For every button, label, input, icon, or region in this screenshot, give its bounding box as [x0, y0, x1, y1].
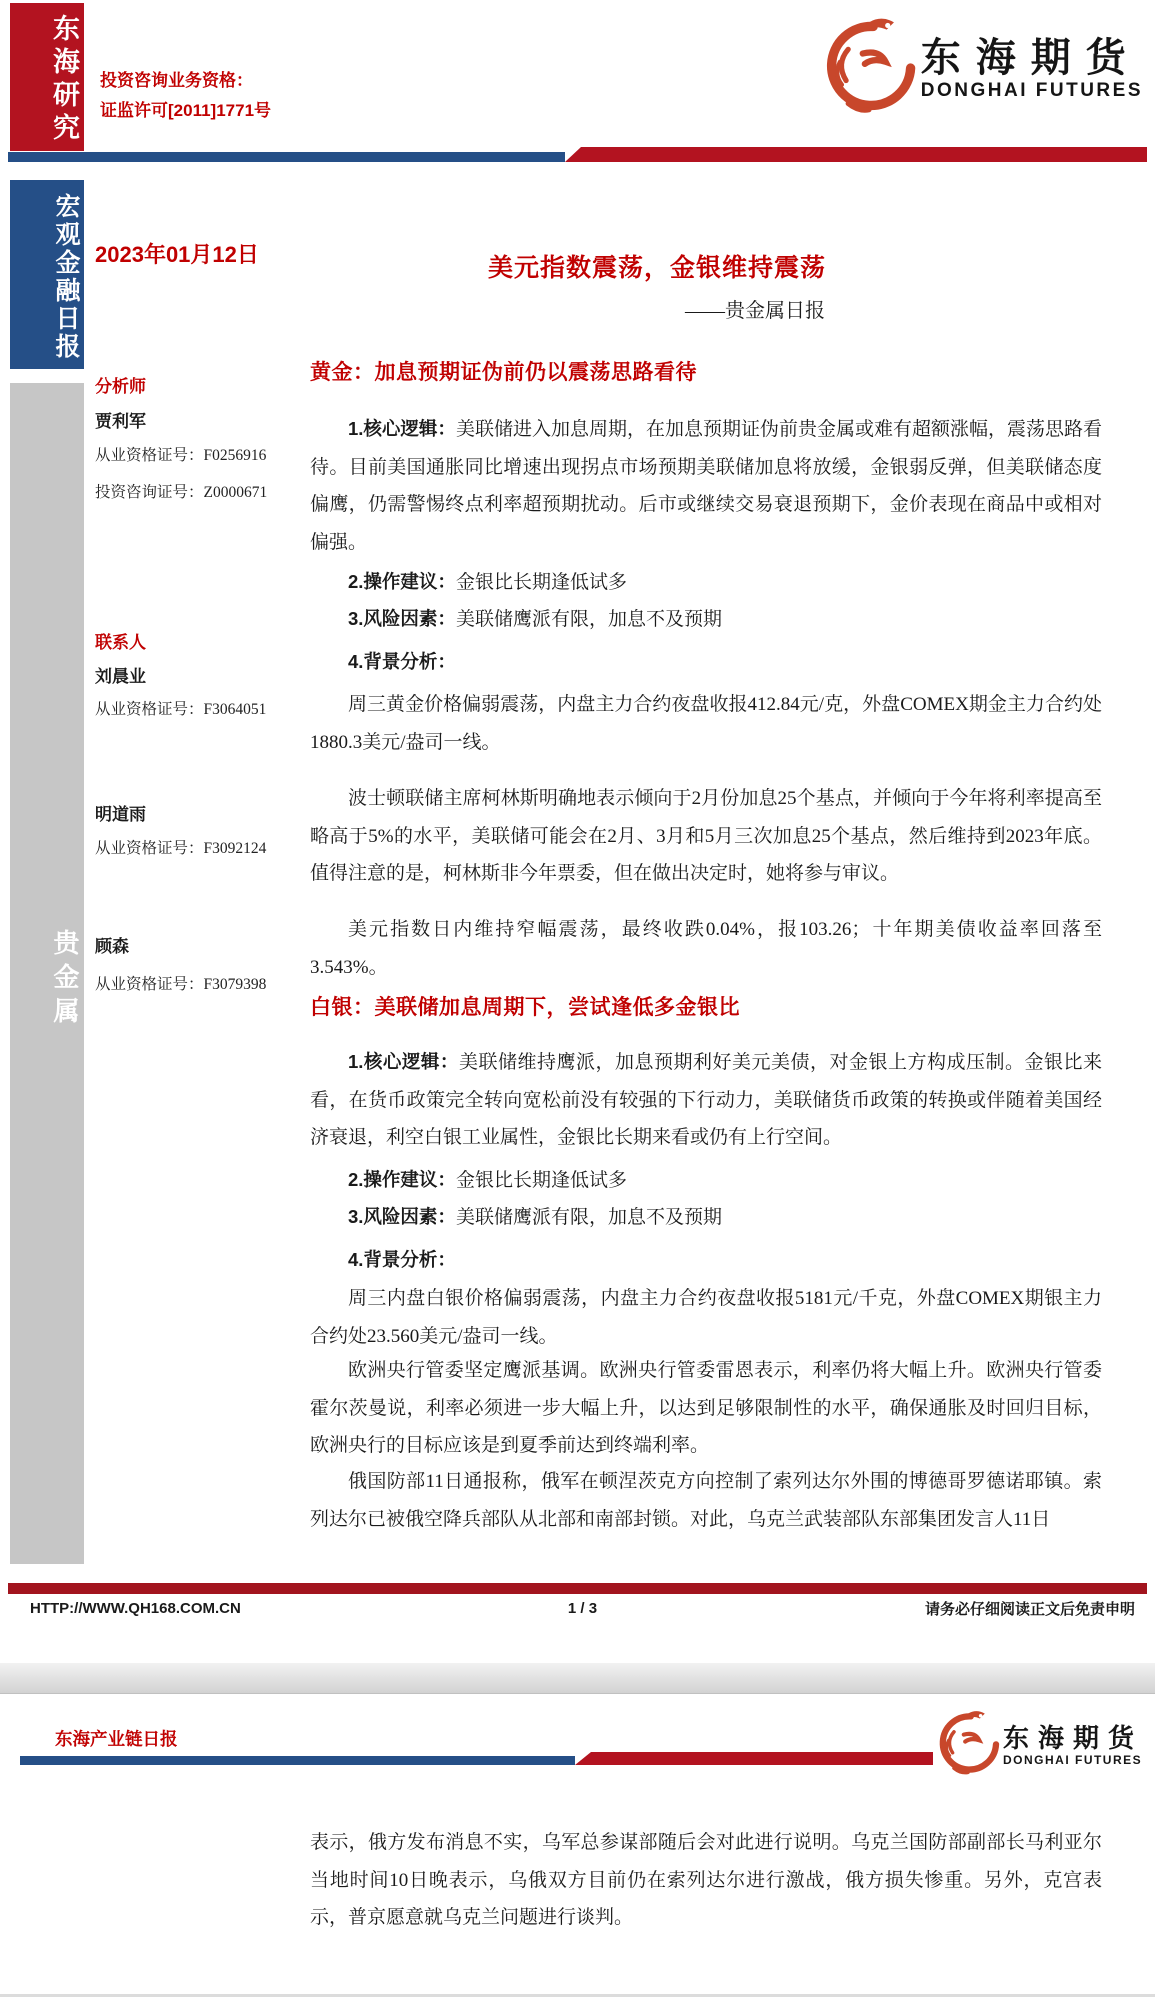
silver-point-text: 美联储鹰派有限，加息不及预期: [455, 1207, 722, 1228]
contact-cert: 从业资格证号：F3064051: [95, 701, 267, 718]
report-date: 2023年01月12日: [95, 242, 259, 267]
silver-point: [310, 1241, 1102, 1280]
logo-english-name: DONGHAI FUTURES: [920, 79, 1143, 101]
logo-english-name: DONGHAI FUTURES: [1002, 1752, 1143, 1767]
footer-disclaimer: 请务必仔细阅读正文后免责申明: [924, 1601, 1135, 1618]
gold-background-para: 美元指数日内维持窄幅震荡，最终收跌0.04%，报103.26；十年期美债收益率回落至3.543%。: [310, 919, 1102, 978]
gold-point-label: 2.操作建议：: [348, 571, 456, 592]
logo-chinese-name: 东海期货: [1002, 1723, 1143, 1754]
company-logo: [817, 14, 1143, 123]
footer-url: HTTP://WWW.QH168.COM.CN: [30, 1600, 241, 1617]
gold-section-heading: 黄金：加息预期证伪前仍以震荡思路看待: [310, 361, 697, 384]
silver-point-label: 2.操作建议：: [348, 1169, 456, 1190]
contact-name: 明道雨: [95, 805, 146, 824]
page2-bottom-divider: [0, 1994, 1155, 1997]
silver-point-label: 4.背景分析：: [348, 1249, 456, 1270]
gold-point: [310, 643, 1102, 682]
header-rule-blue: [8, 152, 565, 162]
gold-background-para: 波士顿联储主席柯林斯明确地表示倾向于2月份加息25个基点，并倾向于今年将利率提高至略高于5%的水平，美联储可能会在2月、3月和5月三次加息25个基点，然后维持到2023年底。值得注意的是，柯林斯非今年票委，但在做出决定时，她将参与审议。: [310, 788, 1102, 884]
silver-background-para: 周三内盘白银价格偏弱震荡，内盘主力合约夜盘收报5181元/千克，外盘COMEX期银主力合约处23.560美元/盎司一线。: [310, 1288, 1102, 1347]
silver-point: [310, 1161, 1102, 1200]
contact-label: 联系人: [95, 633, 146, 652]
silver-point: [310, 1043, 1102, 1157]
qualification-line1: 投资咨询业务资格：: [100, 71, 253, 90]
page2-rule-red: [575, 1752, 933, 1765]
gold-background-para: 周三黄金价格偏弱震荡，内盘主力合约夜盘收报412.84元/克，外盘COMEX期金主力合约处1880.3美元/盎司一线。: [310, 694, 1102, 753]
gold-point-text: 美联储进入加息周期，在加息预期证伪前贵金属或难有超额涨幅，震荡思路看待。目前美国通胀同比增速出现拐点市场预期美联储加息将放缓，金银弱反弹，但美联储态度偏鹰，仍需警惕终点利率超预期扰动。后市或继续交易衰退预期下，金价表现在商品中或相对偏强。: [310, 419, 1102, 553]
page2-rule-blue: [20, 1756, 575, 1765]
silver-point-text: 美联储维持鹰派，加息预期利好美元美债，对金银上方构成压制。金银比来看，在货币政策完全转向宽松前没有较强的下行动力，美联储货币政策的转换或伴随着美国经济衰退，利空白银工业属性，金银比长期来看或仍有上行空间。: [310, 1052, 1102, 1148]
analyst-cert-2: 投资咨询证号：Z0000671: [95, 484, 268, 501]
topic-vertical-label: 贵金属: [50, 928, 80, 1031]
silver-point-label: 1.核心逻辑：: [348, 1051, 459, 1072]
topic-vertical-banner: [10, 383, 84, 1564]
gold-point-text: 美联储鹰派有限，加息不及预期: [455, 609, 722, 630]
page-number: 1 / 3: [567, 1600, 598, 1617]
page2-header-title: 东海产业链日报: [55, 1729, 178, 1749]
analyst-label: 分析师: [95, 377, 146, 396]
analyst-name: 贾利军: [95, 412, 146, 431]
footer: [8, 1598, 1147, 1619]
contact-cert: 从业资格证号：F3092124: [95, 840, 267, 857]
silver-section-heading: 白银：美联储加息周期下，尝试逢低多金银比: [310, 996, 740, 1019]
dragon-logo-icon: [933, 1708, 1003, 1783]
silver-point-text: 金银比长期逢低试多: [455, 1170, 627, 1191]
contact-cert: 从业资格证号：F3079398: [95, 976, 267, 993]
silver-background-para: 欧洲央行管委坚定鹰派基调。欧洲央行管委雷恩表示，利率仍将大幅上升。欧洲央行管委霍尔茨曼说，利率必须进一步大幅上升，以达到足够限制性的水平，确保通胀及时回归目标，欧洲央行的目标应该是到夏季前达到终端利率。: [310, 1360, 1102, 1456]
gold-point: [310, 563, 1102, 602]
gold-point-text: 金银比长期逢低试多: [455, 572, 627, 593]
logo-text: [921, 36, 1143, 102]
silver-background-para: 俄国防部11日通报称，俄军在顿涅茨克方向控制了索列达尔外围的博德哥罗德诺耶镇。索列达尔已被俄空降兵部队从北部和南部封锁。对此，乌克兰武装部队东部集团发言人11日: [310, 1471, 1102, 1530]
contact-name: 顾森: [95, 937, 129, 956]
brand-vertical-banner: [10, 3, 84, 151]
gold-point: [310, 410, 1102, 561]
logo-chinese-name: 东海期货: [920, 35, 1141, 80]
gold-point: [310, 600, 1102, 639]
gold-point-label: 4.背景分析：: [348, 651, 456, 672]
silver-point: [310, 1198, 1102, 1237]
analyst-cert-1: 从业资格证号：F0256916: [95, 447, 267, 464]
report-title: 美元指数震荡，金银维持震荡: [488, 254, 827, 282]
header-rule-red: [565, 147, 1147, 162]
logo-text: [1003, 1724, 1143, 1767]
qualification-block: [100, 66, 271, 126]
company-logo-small: [933, 1708, 1143, 1783]
page2-body-para: 表示，俄方发布消息不实，乌军总参谋部随后会对此进行说明。乌克兰国防部副部长马利亚尔当地时间10日晚表示，乌俄双方目前仍在索列达尔进行激战，俄方损失惨重。另外，克宫表示，普京愿意就乌克兰问题进行谈判。: [310, 1832, 1102, 1928]
footer-rule: [8, 1583, 1147, 1594]
category-vertical-label: 宏观金融日报: [52, 192, 80, 361]
report-subtitle: ——贵金属日报: [685, 300, 825, 322]
contact-name: 刘晨业: [95, 667, 146, 686]
gold-point-label: 3.风险因素：: [348, 608, 456, 629]
silver-point-label: 3.风险因素：: [348, 1206, 456, 1227]
page-separator-band: [0, 1663, 1155, 1694]
gold-point-label: 1.核心逻辑：: [348, 418, 456, 439]
dragon-logo-icon: [817, 14, 921, 123]
qualification-line2: 证监许可[2011]1771号: [100, 100, 272, 120]
brand-vertical-label: 东海研究: [49, 14, 79, 146]
category-vertical-banner: [10, 180, 84, 369]
